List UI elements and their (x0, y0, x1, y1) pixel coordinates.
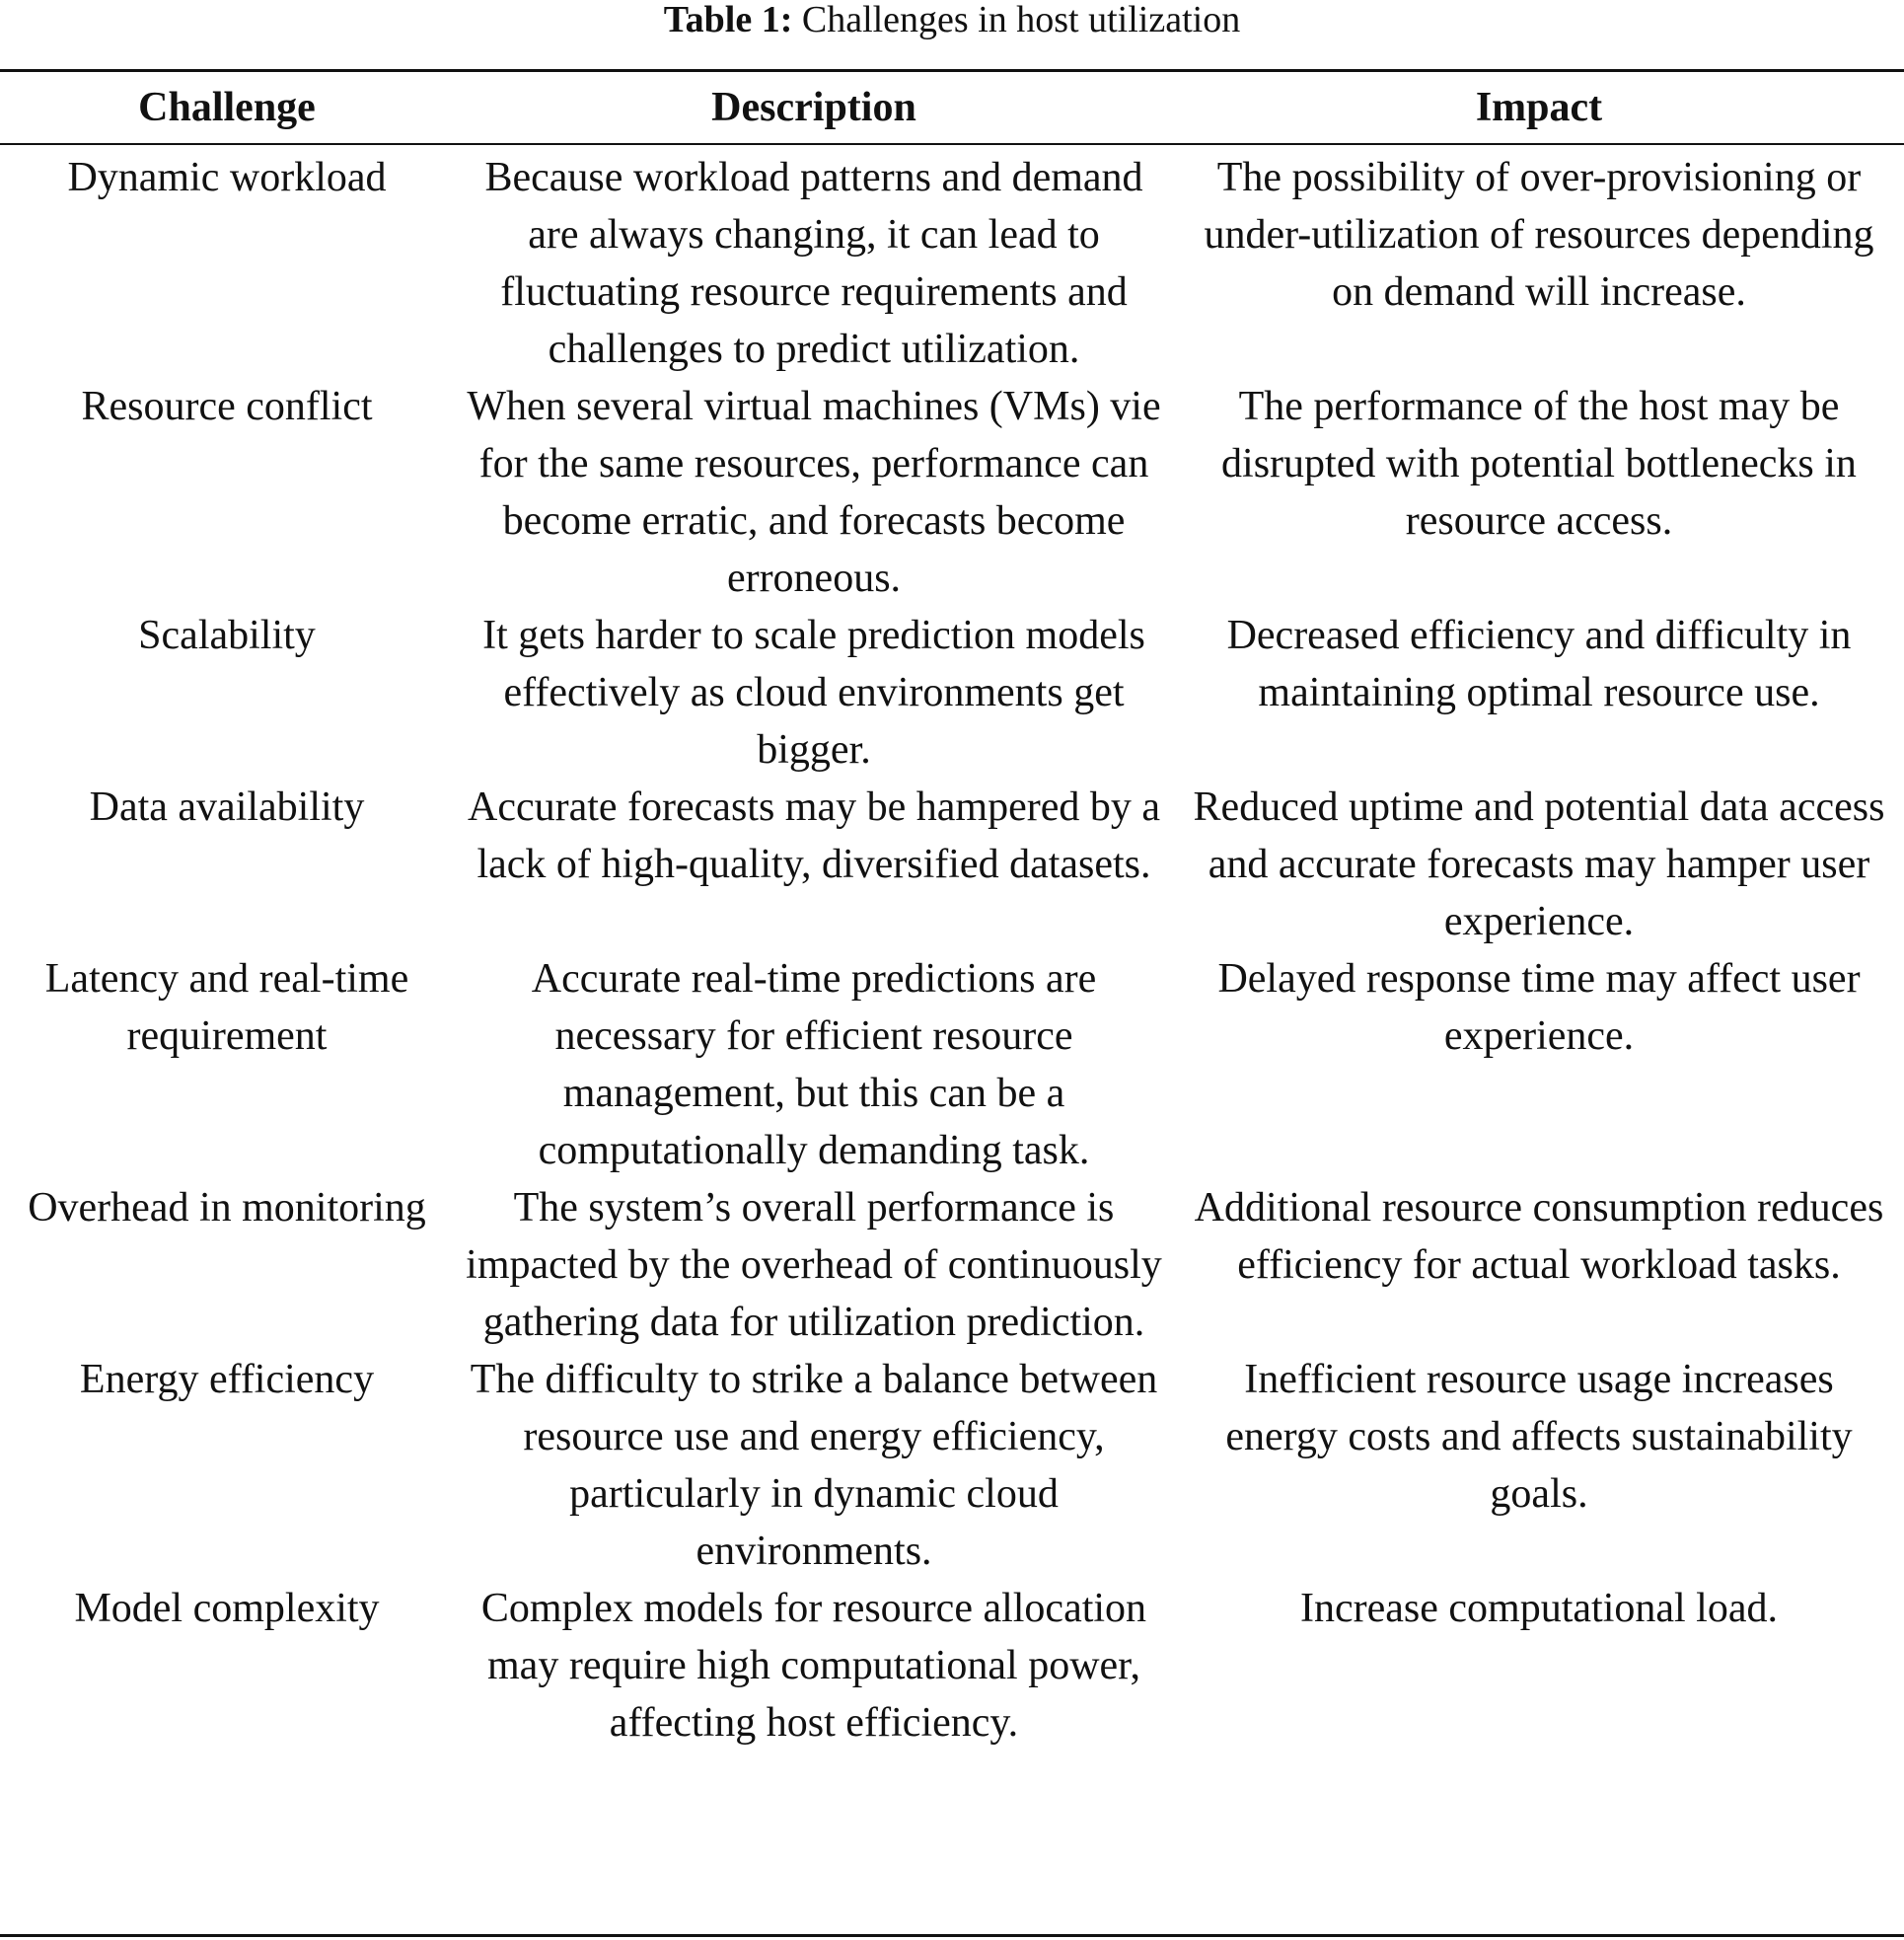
cell-description: Accurate forecasts may be hampered by a lack of high-quality, diversified datasets. (468, 784, 1160, 887)
column-header-impact: Impact (1475, 85, 1603, 130)
table-caption-title: Challenges in host utilization (801, 0, 1241, 40)
cell-challenge: Latency and real-time requirement (44, 956, 409, 1059)
cell-description: Because workload patterns and demand are always changing, it can lead to fluctuating resource requirements and challenges to predict utilization. (484, 155, 1143, 372)
cell-impact: Reduced uptime and potential data access and accurate forecasts may hamper user experience. (1193, 784, 1885, 944)
cell-challenge: Overhead in monitoring (28, 1185, 426, 1231)
table-row (0, 1351, 1904, 1580)
table-bottom-rule (0, 1934, 1904, 1937)
cell-impact: Delayed response time may affect user experience. (1217, 956, 1861, 1059)
table-row (0, 1179, 1904, 1351)
cell-impact: The possibility of over-provisioning or under-utilization of resources depending on demand will increase. (1204, 155, 1874, 315)
cell-description: Complex models for resource allocation may require high computational power, affecting host efficiency. (480, 1586, 1147, 1746)
table-caption-label: Table 1: (663, 0, 793, 40)
cell-challenge: Energy efficiency (79, 1357, 375, 1402)
table-row (0, 143, 1904, 378)
column-header-description: Description (711, 85, 916, 130)
cell-impact: Decreased efficiency and difficulty in maintaining optimal resource use. (1226, 613, 1852, 715)
cell-description: It gets harder to scale prediction models effectively as cloud environments get bigger. (482, 613, 1145, 773)
table-caption (0, 0, 1904, 39)
cell-description: When several virtual machines (VMs) vie for the same resources, performance can become erratic, and forecasts become erroneous. (467, 384, 1161, 601)
cell-challenge: Resource conflict (81, 384, 373, 429)
cell-challenge: Scalability (138, 613, 316, 658)
cell-impact: Inefficient resource usage increases energy costs and affects sustainability goals. (1225, 1357, 1853, 1517)
cell-challenge: Model complexity (74, 1586, 380, 1631)
cell-challenge: Dynamic workload (67, 155, 387, 200)
cell-description: The system’s overall performance is impacted by the overhead of continuously gathering data for utilization prediction. (466, 1185, 1162, 1345)
table-row (0, 779, 1904, 950)
table-row (0, 607, 1904, 779)
challenges-table (0, 72, 1904, 1752)
table-row (0, 950, 1904, 1179)
table-row (0, 1580, 1904, 1752)
cell-impact: Additional resource consumption reduces efficiency for actual workload tasks. (1194, 1185, 1884, 1288)
table-header-row (0, 72, 1904, 143)
cell-impact: Increase computational load. (1300, 1586, 1778, 1631)
cell-description: The difficulty to strike a balance between resource use and energy efficiency, particularly in dynamic cloud environments. (470, 1357, 1158, 1574)
cell-challenge: Data availability (89, 784, 365, 830)
table-row (0, 378, 1904, 607)
cell-impact: The performance of the host may be disrupted with potential bottlenecks in resource access. (1221, 384, 1857, 544)
column-header-challenge: Challenge (138, 85, 316, 130)
cell-description: Accurate real-time predictions are necessary for efficient resource management, but this can be a computationally demanding task. (531, 956, 1097, 1173)
